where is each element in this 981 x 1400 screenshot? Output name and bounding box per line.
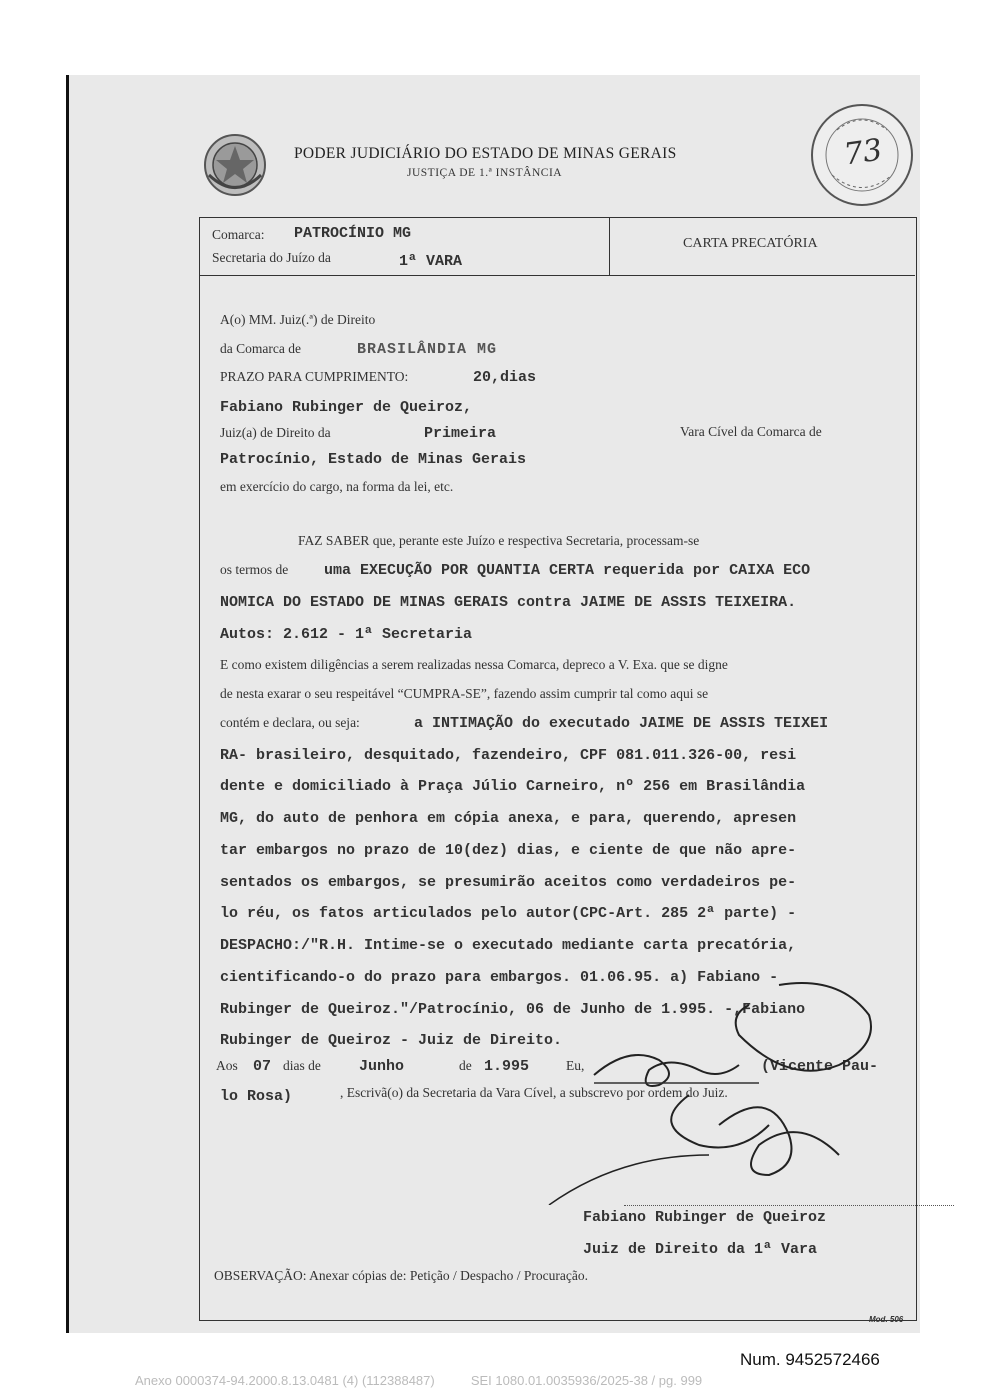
escriva-text: , Escrivã(o) da Secretaria da Vara Cível, a subscrevo por ordem do Juiz. [340,1085,728,1100]
eu-label: Eu, [566,1058,585,1073]
vara-ordinal: Primeira [424,425,497,442]
vara-civel-label: Vara Cível da Comarca de [680,424,822,439]
body-line: dente e domiciliado à Praça Júlio Carneiro, nº 256 em Brasilândia [220,778,806,795]
closing-month: Junho [359,1058,405,1075]
divider [199,275,915,276]
document-number: Num. 9452572466 [740,1350,880,1369]
termos-label: os termos de [220,562,289,577]
autos-line: Autos: 2.612 - 1ª Secretaria [220,626,473,643]
secretaria-label: Secretaria do Juízo da [212,250,331,265]
court-title: PODER JUDICIÁRIO DO ESTADO DE MINAS GERAIS [294,145,677,162]
clerk-name: lo Rosa) [220,1088,293,1105]
body-line: MG, do auto de penhora em cópia anexa, e para, querendo, apresen [220,810,797,827]
body-line: Rubinger de Queiroz."/Patrocínio, 06 de Junho de 1.995. -,Fabiano [220,1001,806,1018]
signatory-name: Fabiano Rubinger de Queiroz [583,1209,827,1226]
body-line: sentados os embargos, se presumirão aceitos como verdadeiros pe- [220,874,797,891]
stamp-number: 73 [841,132,885,173]
clerk-name: (Vicente Pau- [761,1058,879,1075]
court-subtitle: JUSTIÇA DE 1.ª INSTÂNCIA [407,167,563,179]
juiz-label: Juiz(a) de Direito da [220,425,331,440]
faz-saber-text: FAZ SABER que, perante este Juízo e respectiva Secretaria, processam-se [298,533,700,548]
coat-of-arms-icon [201,130,269,200]
signatory-title: Juiz de Direito da 1ª Vara [583,1241,818,1258]
body-line: NOMICA DO ESTADO DE MINAS GERAIS contra JAIME DE ASSIS TEIXEIRA. [220,594,797,611]
body-line: cientificando-o do prazo para embargos. 01.06.95. a) Fabiano - [220,969,779,986]
comarca-value: PATROCÍNIO MG [294,225,412,242]
contem-label: contém e declara, ou seja: [220,715,360,730]
scanned-document [66,75,920,1333]
deprecation-text: E como existem diligências a serem realizadas nessa Comarca, depreco a V. Exa. que se digne [220,657,728,672]
exercicio-text: em exercício do cargo, na forma da lei, etc. [220,479,454,494]
destination-comarca: BRASILÂNDIA MG [357,341,498,358]
aos-label: Aos [216,1058,238,1073]
origin-city: Patrocínio, Estado de Minas Gerais [220,451,527,468]
termos-value: uma EXECUÇÃO POR QUANTIA CERTA requerida por CAIXA ECO [324,562,811,579]
contem-value: a INTIMAÇÃO do executado JAIME DE ASSIS TEIXEI [414,715,829,732]
form-code: Mod. 506 [869,1315,904,1324]
de-label: de [459,1058,472,1073]
closing-year: 1.995 [484,1058,530,1075]
body-line: DESPACHO:/"R.H. Intime-se o executado mediante carta precatória, [220,937,797,954]
divider [609,217,610,275]
body-line: lo réu, os fatos articulados pelo autor(CPC-Art. 285 2ª parte) - [220,905,797,922]
closing-day: 07 [253,1058,272,1075]
observacao-text: OBSERVAÇÃO: Anexar cópias de: Petição / Despacho / Procuração. [214,1268,588,1283]
body-line: tar embargos no prazo de 10(dez) dias, e ciente de que não apre- [220,842,797,859]
prazo-label: PRAZO PARA CUMPRIMENTO: [220,369,409,384]
comarca-de-label: da Comarca de [220,341,301,356]
document-type: CARTA PRECATÓRIA [683,236,818,251]
body-line: Rubinger de Queiroz - Juiz de Direito. [220,1032,563,1049]
deprecation-text: de nesta exarar o seu respeitável “CUMPRA-SE”, fazendo assim cumprir tal como aqui se [220,686,709,701]
document-reference: Anexo 0000374-94.2000.8.13.0481 (4) (112388487) SEI 1080.01.0035936/2025-38 / pg. 999 [135,1373,703,1388]
dias-de-label: dias de [283,1058,321,1073]
secretaria-value: 1ª VARA [399,253,463,270]
body-line: RA- brasileiro, desquitado, fazendeiro, CPF 081.011.326-00, resi [220,747,797,764]
signature-line [624,1205,954,1206]
prazo-value: 20,dias [473,369,537,386]
comarca-label: Comarca: [212,227,265,242]
addressee-line: A(o) MM. Juiz(.ª) de Direito [220,312,376,327]
judge-signature-icon [539,975,909,1205]
judge-name: Fabiano Rubinger de Queiroz, [220,399,473,416]
